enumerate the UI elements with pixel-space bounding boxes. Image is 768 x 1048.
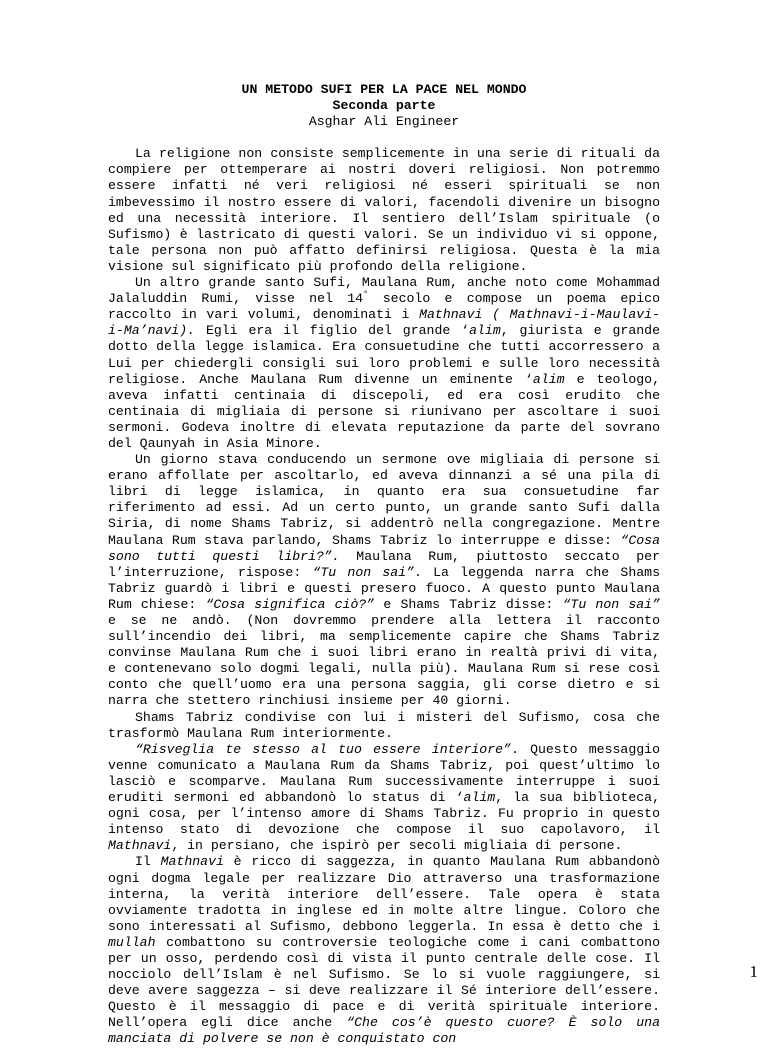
paragraph [108,146,660,275]
text-run: Un altro grande santo Sufi, Maulana Rum, anche noto come Mohammad Jalaluddin Rumi, visse nel 14 [108,275,660,307]
italic-text: “Tu non sai” [312,564,415,580]
superscript-text: ° [363,289,369,300]
text-run: Maulana Rum, piuttosto seccato per l’interruzione, rispose: [108,548,660,580]
text-run: , in persiano, che ispirò per secoli migliaia di persone. [171,838,623,854]
text-run: e Shams Tabriz disse: [374,596,563,612]
document-body [108,82,660,1048]
text-run: è ricco di saggezza, in quanto Maulana Rum abbandonò ogni dogma legale per realizzare Dio attraverso una trasformazione interna, la verità interiore dell’essere. Tale opera è stata ovviamente tradotta in inglese ed in molte altre lingue. Coloro che sono interessati al Sufismo, debbono leggerla. In essa è detto che i [108,854,660,934]
italic-text: alim [532,371,565,387]
italic-text: Mathnavi ( Mathnavi-i-Maulavi-i-Ma’navi). [108,307,660,339]
text-run: . Questo messaggio venne comunicato a Maulana Rum da Shams Tabriz, poi quest’ultimo lo lasciò e scomparve. Maulana Rum successivamente interruppe i suoi eruditi sermoni ed abbandonò lo status di ‘ [108,741,660,806]
paragraph [108,710,660,742]
paragraph [108,275,660,452]
text-run: secolo e compose un poema epico raccolto in vari volumi, denominati i [108,291,661,323]
paragraph [108,854,660,1047]
text-run: Un giorno stava conducendo un sermone ove migliaia di persone si erano affollate per ascoltarlo, ed aveva dinnanzi a sé una pila di libri di legge islamica, in quanto era sua consuetudine far riferimento ad essi. Ad un certo punto, un grande santo Sufi dalla Siria, di nome Shams Tabriz, si addentrò nella congregazione. Mentre Maulana Rum stava parlando, Shams Tabriz lo interruppe e disse: [108,452,660,548]
text-run: Egli era il figlio del grande ‘ [195,323,470,339]
paragraph [108,452,660,710]
page-number: 1 [749,962,758,981]
italic-text: alim [463,790,496,806]
italic-text: “Che cos’è questo cuore? È solo una manciata di polvere se non è conquistato con [108,1015,660,1047]
document-author: Asghar Ali Engineer [308,114,460,130]
document-title: UN METODO SUFI PER LA PACE NEL MONDO [241,82,527,97]
text-run: , giurista e grande dotto della legge islamica. Era consuetudine che tutti accorressero a Lui per chiedergli consigli sui loro problemi e sulle loro necessità religiose. Anche Maulana Rum divenne un eminente ‘ [108,323,660,387]
italic-text: alim [469,323,501,339]
paragraphs [108,146,660,1047]
italic-text: Mathnavi [160,854,224,870]
italic-text: mullah [108,934,156,950]
text-run: e se ne andò. (Non dovremmo prendere alla lettera il racconto sull’incendio dei libri, ma semplicemente capire che Shams Tabriz convinse Maulana Rum che i suoi libri erano in realtà privi di vita, e contenevano solo dogmi legali, nulla più). Maulana Rum si rese così conto che quell’uomo era una persona saggia, gli corse dietro e si narra che stettero rinchiusi insieme per 40 giorni. [108,613,660,709]
text-run: , la sua biblioteca, ogni cosa, per l’intenso amore di Shams Tabriz. Fu proprio in questo intenso stato di devozione che compose il suo capolavoro, il [108,790,660,838]
italic-text: “Cosa sono tutti questi libri?”. [108,532,660,564]
text-run: e teologo, aveva infatti centinaia di discepoli, ed era così erudito che centinaia di migliaia di persone si riunivano per ascoltare i suoi sermoni. Godeva inoltre di elevata reputazione da parte del sovrano del Qaunyah in Asia Minore. [108,371,660,451]
italic-text: “Cosa significa ciò?” [205,596,375,612]
italic-text: “Risveglia te stesso al tuo essere interiore” [135,741,511,757]
text-run: La religione non consiste semplicemente in una serie di rituali da compiere per ottemperare ai nostri doveri religiosi. Non potremmo essere infatti né veri religiosi né esseri spirituali se non imbevessimo il nostro essere di valori, facendoli divenire un bisogno ed una necessità interiore. Il sentiero dell’Islam spirituale (o Sufismo) è lastricato di questi valori. Se un individuo vi si oppone, tale persona non può affatto definirsi religiosa. Questa è la mia visione sul significato più profondo della religione. [108,146,660,274]
text-run: Shams Tabriz condivise con lui i misteri del Sufismo, cosa che trasformò Maulana Rum interiormente. [108,709,660,741]
italic-text: “Tu non sai” [562,596,660,612]
text-run: combattono su controversie teologiche come i cani combattono per un osso, perdendo così di vista il punto centrale delle cose. Il nocciolo dell’Islam è nel Sufismo. Se lo si vuole raggiungere, si deve avere saggezza – si deve realizzare il Sé interiore dell’essere. Questo è il messaggio di pace e di verità spirituale interiore. Nell’opera egli dice anche [108,934,660,1031]
document-subtitle: Seconda parte [332,98,436,114]
paragraph [108,742,660,855]
italic-text: Mathnavi [108,838,172,854]
text-run: Il [135,854,161,870]
text-run: . La leggenda narra che Shams Tabriz guardò i libri e questi presero fuoco. A questo punto Maulana Rum chiese: [108,564,660,612]
